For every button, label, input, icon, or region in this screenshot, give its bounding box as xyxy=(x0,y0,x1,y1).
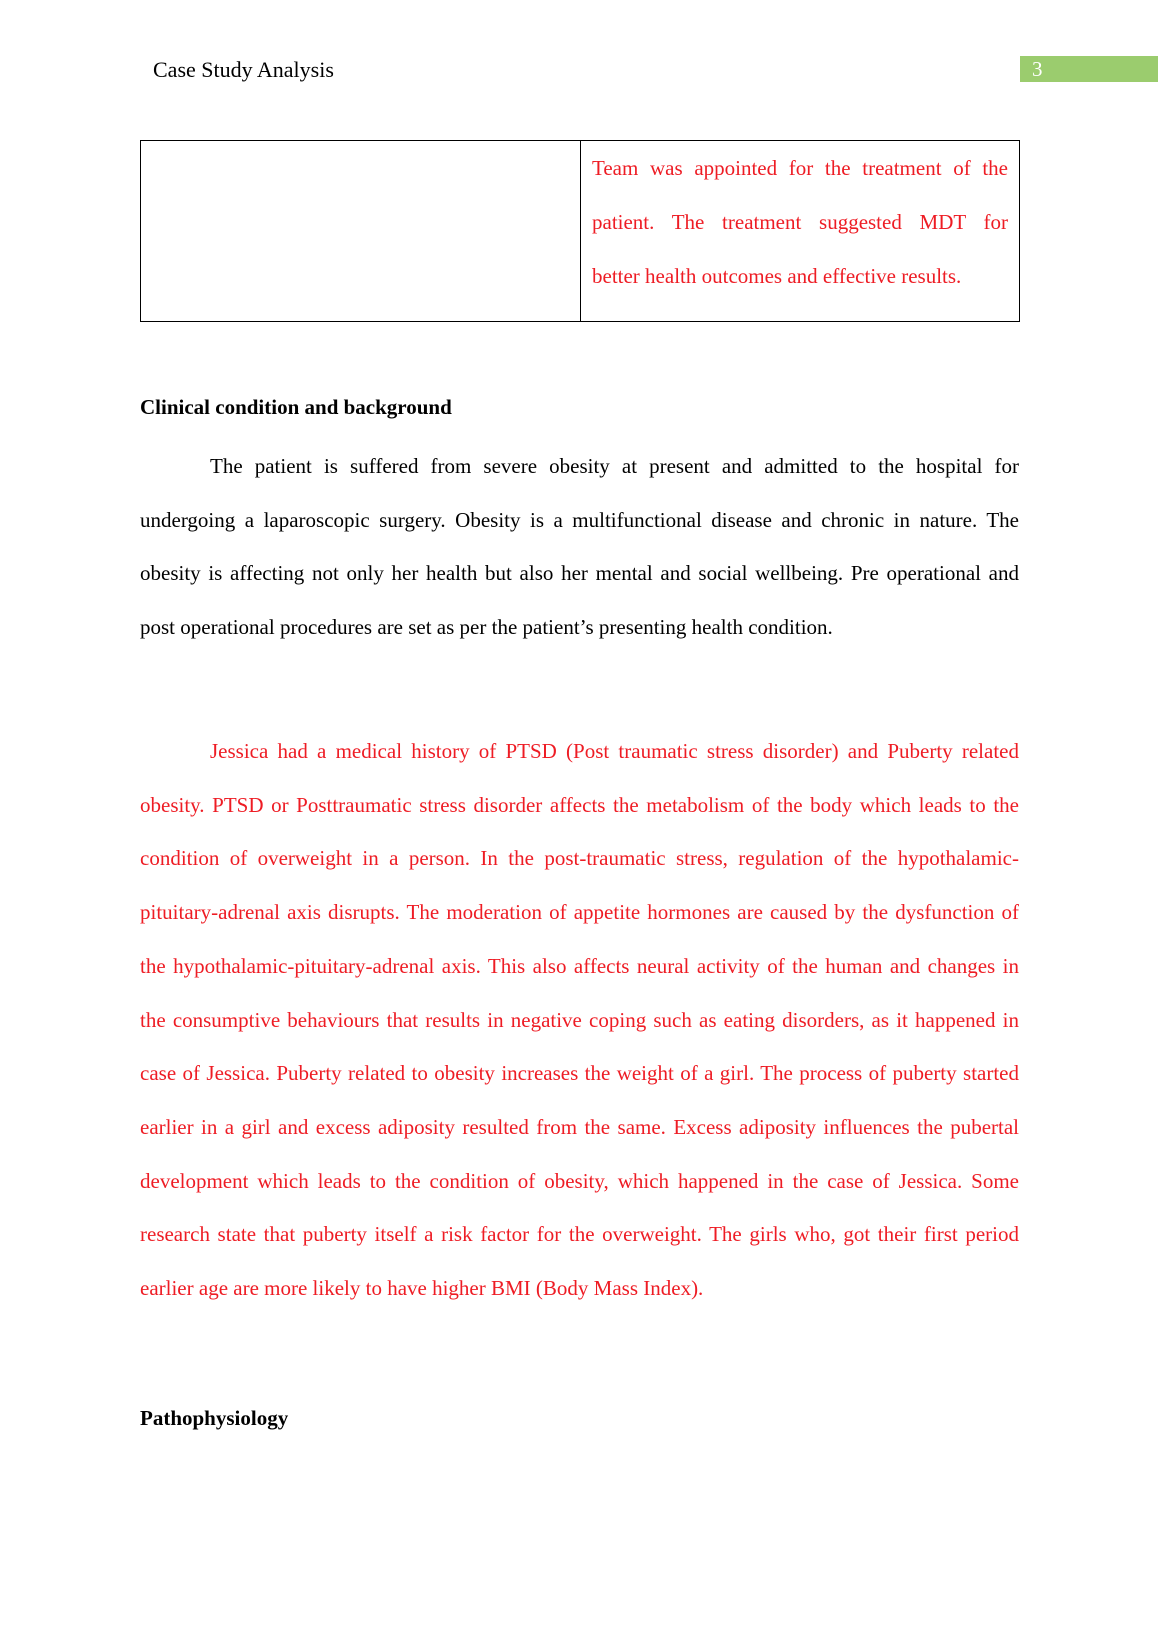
table-cell-right xyxy=(592,141,1008,303)
clinical-paragraph-1: The patient is suffered from severe obesity at present and admitted to the hospital for undergoing a laparoscopic surgery. Obesity is a multifunctional disease and chronic in nature. The obesity is affecting not only her health but also her mental and social wellbeing. Pre operational and post operational procedures are set as per the patient’s presenting health condition. xyxy=(140,454,1019,640)
clinical-condition-heading: Clinical condition and background xyxy=(140,395,452,419)
pathophysiology-heading: Pathophysiology xyxy=(140,1406,289,1430)
clinical-paragraph-2: Jessica had a medical history of PTSD (Post traumatic stress disorder) and Puberty related obesity. PTSD or Posttraumatic stress disorder affects the metabolism of the body which leads to the condition of overweight in a person. In the post-traumatic stress, regulation of the hypothalamic-pituitary-adrenal axis disrupts. The moderation of appetite hormones are caused by the dysfunction of the hypothalamic-pituitary-adrenal axis. This also affects neural activity of the human and changes in the consumptive behaviours that results in negative coping such as eating disorders, as it happened in case of Jessica. Puberty related to obesity increases the weight of a girl. The process of puberty started earlier in a girl and excess adiposity resulted from the same. Excess adiposity influences the pubertal development which leads to the condition of obesity, which happened in the case of Jessica. Some research state that puberty itself a risk factor for the overweight. The girls who, got their first period earlier age are more likely to have higher BMI (Body Mass Index). xyxy=(140,739,1019,1301)
running-header-title: Case Study Analysis xyxy=(153,57,334,82)
continued-table xyxy=(140,140,1020,322)
table-cell-line: patient. The treatment suggested MDT for xyxy=(592,210,1008,234)
table-cell-line: better health outcomes and effective results. xyxy=(592,264,962,288)
page-number-badge: 3 xyxy=(1020,56,1158,82)
table-column-divider xyxy=(580,141,581,321)
table-cell-line: Team was appointed for the treatment of the xyxy=(592,156,1008,180)
